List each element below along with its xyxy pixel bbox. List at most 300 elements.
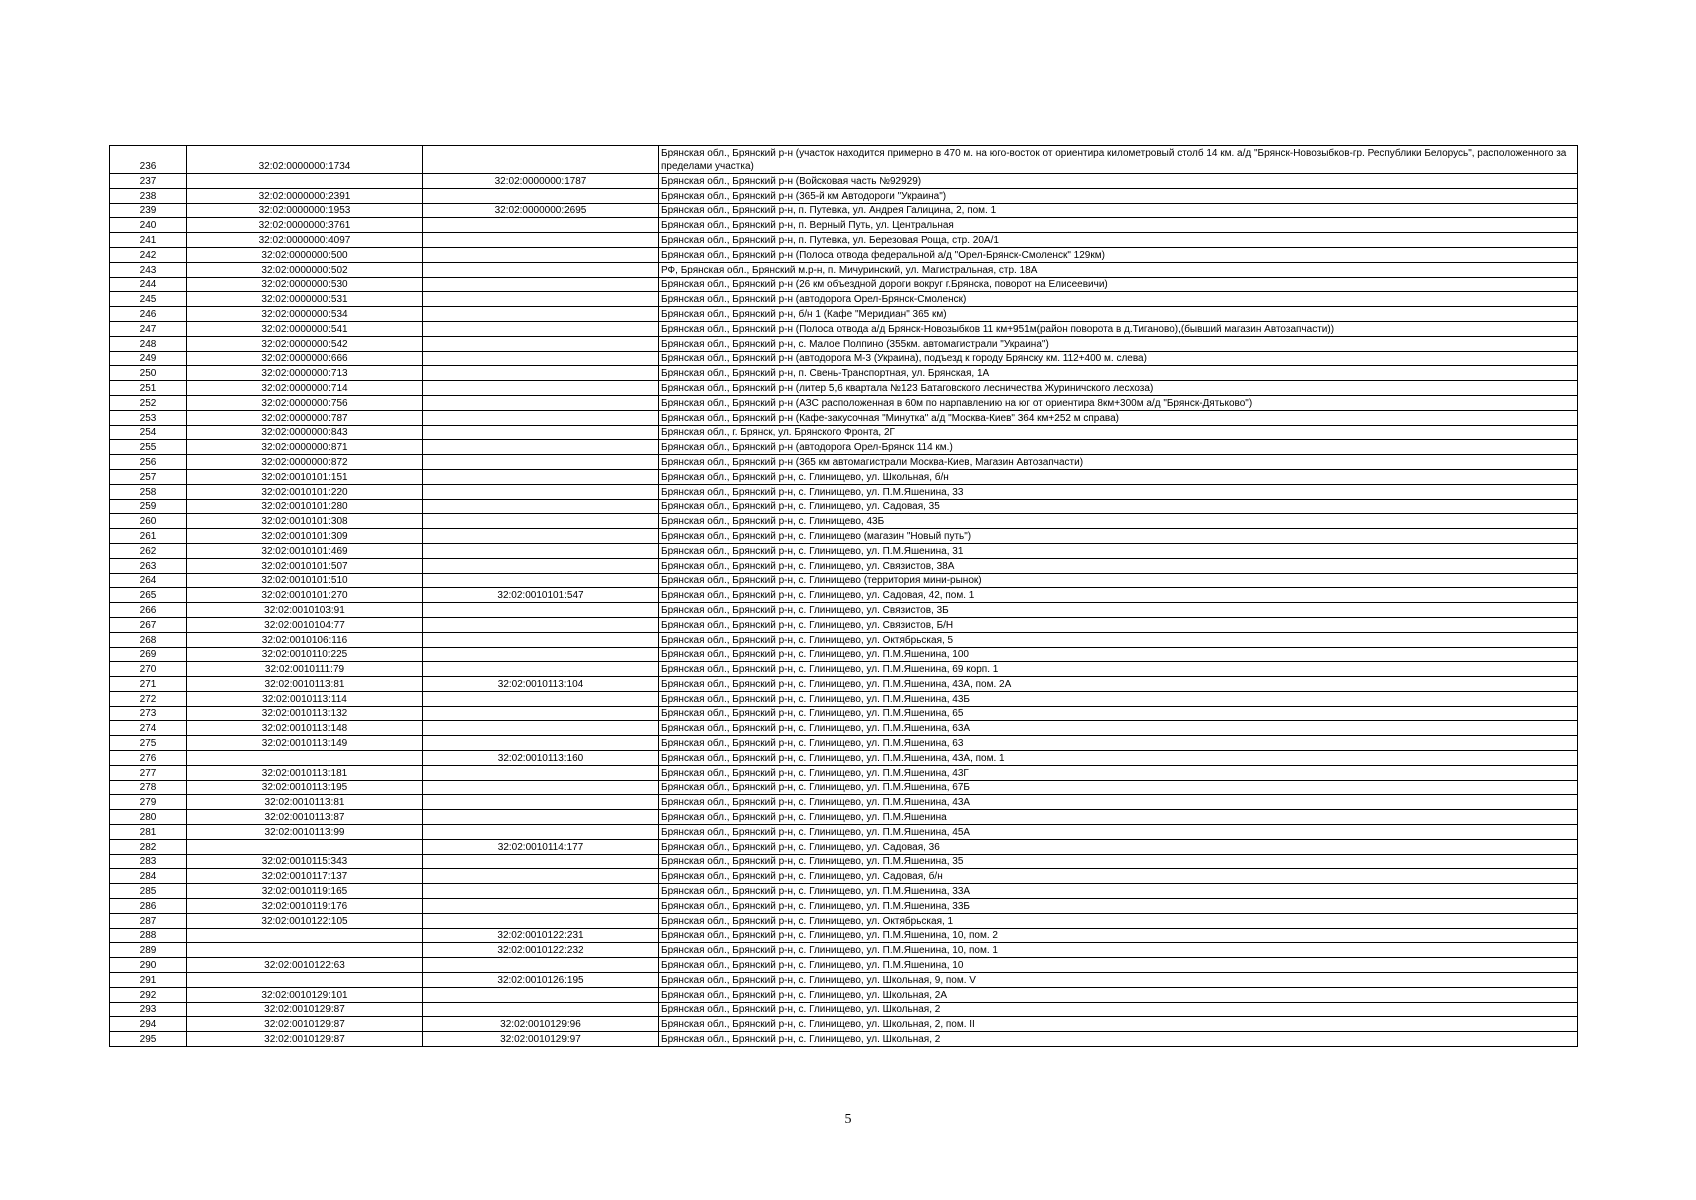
- address: Брянская обл., Брянский р-н, с. Глинищево, ул. П.М.Яшенина, 43А, пом. 2А: [659, 677, 1578, 692]
- cadastral-number: 32:02:0000000:542: [187, 336, 423, 351]
- address: Брянская обл., Брянский р-н, п. Путевка, ул. Андрея Галицина, 2, пом. 1: [659, 203, 1578, 218]
- cadastral-number: 32:02:0010111:79: [187, 662, 423, 677]
- row-number: 248: [110, 336, 187, 351]
- row-number: 249: [110, 351, 187, 366]
- row-number: 265: [110, 588, 187, 603]
- row-number: 287: [110, 913, 187, 928]
- table-row: [110, 366, 1578, 381]
- row-number: 256: [110, 455, 187, 470]
- row-number: 240: [110, 218, 187, 233]
- cadastral-number: 32:02:0010129:101: [187, 987, 423, 1002]
- cadastral-number: 32:02:0000000:1953: [187, 203, 423, 218]
- related-cadastral-number: [423, 765, 659, 780]
- row-number: 261: [110, 529, 187, 544]
- related-cadastral-number: [423, 146, 659, 174]
- address: Брянская обл., Брянский р-н (365-й км Автодороги "Украина"): [659, 188, 1578, 203]
- row-number: 286: [110, 899, 187, 914]
- address: Брянская обл., Брянский р-н, с. Глинищево, ул. Связистов, 3Б: [659, 603, 1578, 618]
- cadastral-number: 32:02:0010113:181: [187, 765, 423, 780]
- row-number: 239: [110, 203, 187, 218]
- address: Брянская обл., Брянский р-н (Кафе-закусочная "Минутка" а/д "Москва-Киев" 364 км+252 м справа): [659, 410, 1578, 425]
- table-row: [110, 514, 1578, 529]
- row-number: 293: [110, 1002, 187, 1017]
- cadastral-number: [187, 174, 423, 189]
- related-cadastral-number: [423, 958, 659, 973]
- cadastral-number: 32:02:0000000:872: [187, 455, 423, 470]
- table-row: [110, 1002, 1578, 1017]
- table-row: [110, 943, 1578, 958]
- address: Брянская обл., Брянский р-н, с. Глинищево, ул. Школьная, б/н: [659, 469, 1578, 484]
- row-number: 251: [110, 381, 187, 396]
- cadastral-number: 32:02:0010110:225: [187, 647, 423, 662]
- row-number: 283: [110, 854, 187, 869]
- row-number: 244: [110, 277, 187, 292]
- table-row: [110, 247, 1578, 262]
- cadastral-number: 32:02:0000000:541: [187, 321, 423, 336]
- cadastral-number: 32:02:0000000:666: [187, 351, 423, 366]
- address: Брянская обл., Брянский р-н (автодорога М-3 (Украина), подъезд к городу Брянску км. 112+400 м. слева): [659, 351, 1578, 366]
- address: Брянская обл., Брянский р-н (Полоса отвода а/д Брянск-Новозыбков 11 км+951м(район поворота в д.Тиганово),(бывший магазин Автозапчасти)): [659, 321, 1578, 336]
- cadastral-number: 32:02:0010115:343: [187, 854, 423, 869]
- row-number: 247: [110, 321, 187, 336]
- cadastral-number: 32:02:0010113:114: [187, 691, 423, 706]
- address: Брянская обл., Брянский р-н, с. Глинищево, 43Б: [659, 514, 1578, 529]
- row-number: 241: [110, 233, 187, 248]
- table-row: [110, 203, 1578, 218]
- cadastral-number: 32:02:0010119:165: [187, 884, 423, 899]
- related-cadastral-number: [423, 884, 659, 899]
- table-row: [110, 233, 1578, 248]
- related-cadastral-number: [423, 913, 659, 928]
- cadastral-number: 32:02:0010113:81: [187, 795, 423, 810]
- related-cadastral-number: [423, 188, 659, 203]
- row-number: 267: [110, 617, 187, 632]
- row-number: 274: [110, 721, 187, 736]
- cadastral-number: 32:02:0000000:843: [187, 425, 423, 440]
- cadastral-number: 32:02:0010103:91: [187, 603, 423, 618]
- row-number: 295: [110, 1032, 187, 1047]
- related-cadastral-number: [423, 440, 659, 455]
- row-number: 238: [110, 188, 187, 203]
- row-number: 284: [110, 869, 187, 884]
- table-row: [110, 795, 1578, 810]
- table-row: [110, 558, 1578, 573]
- cadastral-number: 32:02:0010104:77: [187, 617, 423, 632]
- row-number: 254: [110, 425, 187, 440]
- table-row: [110, 928, 1578, 943]
- row-number: 270: [110, 662, 187, 677]
- row-number: 290: [110, 958, 187, 973]
- related-cadastral-number: [423, 366, 659, 381]
- related-cadastral-number: 32:02:0000000:1787: [423, 174, 659, 189]
- page-number: 5: [844, 1112, 852, 1127]
- address: Брянская обл., Брянский р-н, с. Глинищево, ул. П.М.Яшенина, 10: [659, 958, 1578, 973]
- related-cadastral-number: 32:02:0010113:160: [423, 751, 659, 766]
- address: Брянская обл., Брянский р-н, с. Глинищево, ул. П.М.Яшенина, 33А: [659, 884, 1578, 899]
- related-cadastral-number: [423, 425, 659, 440]
- cadastral-number: [187, 973, 423, 988]
- cadastral-number: 32:02:0010113:99: [187, 825, 423, 840]
- related-cadastral-number: [423, 381, 659, 396]
- cadastral-number: 32:02:0000000:2391: [187, 188, 423, 203]
- table-row: [110, 869, 1578, 884]
- row-number: 243: [110, 262, 187, 277]
- row-number: 291: [110, 973, 187, 988]
- table-row: [110, 647, 1578, 662]
- related-cadastral-number: [423, 395, 659, 410]
- row-number: 263: [110, 558, 187, 573]
- cadastral-number: 32:02:0010101:270: [187, 588, 423, 603]
- related-cadastral-number: [423, 721, 659, 736]
- table-row: [110, 174, 1578, 189]
- address: Брянская обл., Брянский р-н, с. Глинищево, ул. Школьная, 9, пом. V: [659, 973, 1578, 988]
- table-row: [110, 987, 1578, 1002]
- row-number: 275: [110, 736, 187, 751]
- address: Брянская обл., Брянский р-н, с. Глинищево, ул. П.М.Яшенина, 65: [659, 706, 1578, 721]
- related-cadastral-number: [423, 307, 659, 322]
- related-cadastral-number: [423, 499, 659, 514]
- row-number: 259: [110, 499, 187, 514]
- row-number: 262: [110, 543, 187, 558]
- address: Брянская обл., Брянский р-н, с. Глинищево, ул. Октябрьская, 1: [659, 913, 1578, 928]
- cadastral-number: 32:02:0000000:530: [187, 277, 423, 292]
- table-row: [110, 395, 1578, 410]
- related-cadastral-number: [423, 662, 659, 677]
- cadastral-number: [187, 751, 423, 766]
- related-cadastral-number: [423, 484, 659, 499]
- address: Брянская обл., Брянский р-н, с. Глинищево, ул. П.М.Яшенина, 31: [659, 543, 1578, 558]
- related-cadastral-number: 32:02:0010122:232: [423, 943, 659, 958]
- row-number: 282: [110, 839, 187, 854]
- related-cadastral-number: [423, 632, 659, 647]
- row-number: 252: [110, 395, 187, 410]
- cadastral-number: 32:02:0010129:87: [187, 1017, 423, 1032]
- table-row: [110, 721, 1578, 736]
- address: Брянская обл., Брянский р-н, с. Глинищево, ул. П.М.Яшенина, 63: [659, 736, 1578, 751]
- cadastral-number: 32:02:0010113:195: [187, 780, 423, 795]
- row-number: 242: [110, 247, 187, 262]
- row-number: 271: [110, 677, 187, 692]
- address: РФ, Брянская обл., Брянский м.р-н, п. Мичуринский, ул. Магистральная, стр. 18А: [659, 262, 1578, 277]
- address: Брянская обл., Брянский р-н (Войсковая часть №92929): [659, 174, 1578, 189]
- cadastral-number: 32:02:0000000:756: [187, 395, 423, 410]
- address: Брянская обл., Брянский р-н, с. Глинищево, ул. П.М.Яшенина, 35: [659, 854, 1578, 869]
- row-number: 294: [110, 1017, 187, 1032]
- related-cadastral-number: [423, 573, 659, 588]
- table-row: [110, 1032, 1578, 1047]
- related-cadastral-number: 32:02:0010129:96: [423, 1017, 659, 1032]
- row-number: 257: [110, 469, 187, 484]
- row-number: 273: [110, 706, 187, 721]
- table-row: [110, 780, 1578, 795]
- table-row: [110, 1017, 1578, 1032]
- table-row: [110, 913, 1578, 928]
- address: Брянская обл., Брянский р-н, с. Глинищево, ул. Садовая, 42, пом. 1: [659, 588, 1578, 603]
- cadastral-number: 32:02:0010101:469: [187, 543, 423, 558]
- address: Брянская обл., Брянский р-н, с. Глинищево, ул. Садовая, 36: [659, 839, 1578, 854]
- address: Брянская обл., Брянский р-н, с. Глинищево, ул. П.М.Яшенина, 43Г: [659, 765, 1578, 780]
- cadastral-number: 32:02:0010117:137: [187, 869, 423, 884]
- row-number: 245: [110, 292, 187, 307]
- row-number: 253: [110, 410, 187, 425]
- address: Брянская обл., Брянский р-н, п. Путевка, ул. Березовая Роща, стр. 20А/1: [659, 233, 1578, 248]
- cadastral-number: 32:02:0000000:500: [187, 247, 423, 262]
- address: Брянская обл., Брянский р-н, с. Глинищево, ул. Октябрьская, 5: [659, 632, 1578, 647]
- address: Брянская обл., Брянский р-н, с. Глинищево, ул. Школьная, 2, пом. II: [659, 1017, 1578, 1032]
- row-number: 268: [110, 632, 187, 647]
- related-cadastral-number: 32:02:0010101:547: [423, 588, 659, 603]
- address: Брянская обл., Брянский р-н, п. Верный Путь, ул. Центральная: [659, 218, 1578, 233]
- row-number: 281: [110, 825, 187, 840]
- cadastral-number: 32:02:0010113:81: [187, 677, 423, 692]
- table-row: [110, 973, 1578, 988]
- related-cadastral-number: [423, 233, 659, 248]
- table-row: [110, 336, 1578, 351]
- address: Брянская обл., Брянский р-н, с. Глинищево (территория мини-рынок): [659, 573, 1578, 588]
- table-body: [110, 146, 1578, 1047]
- address: Брянская обл., Брянский р-н (Полоса отвода федеральной а/д "Орел-Брянск-Смоленск" 129км): [659, 247, 1578, 262]
- related-cadastral-number: [423, 1002, 659, 1017]
- related-cadastral-number: [423, 647, 659, 662]
- table-row: [110, 751, 1578, 766]
- related-cadastral-number: 32:02:0010114:177: [423, 839, 659, 854]
- related-cadastral-number: [423, 514, 659, 529]
- table-row: [110, 677, 1578, 692]
- address: Брянская обл., Брянский р-н (автодорога Орел-Брянск-Смоленск): [659, 292, 1578, 307]
- cadastral-number: 32:02:0010106:116: [187, 632, 423, 647]
- table-row: [110, 381, 1578, 396]
- related-cadastral-number: [423, 292, 659, 307]
- table-row: [110, 351, 1578, 366]
- cadastral-number: 32:02:0010101:280: [187, 499, 423, 514]
- table-row: [110, 410, 1578, 425]
- table-row: [110, 499, 1578, 514]
- table-row: [110, 307, 1578, 322]
- related-cadastral-number: [423, 691, 659, 706]
- address: Брянская обл., Брянский р-н, с. Глинищево, ул. Школьная, 2: [659, 1032, 1578, 1047]
- related-cadastral-number: [423, 410, 659, 425]
- related-cadastral-number: [423, 706, 659, 721]
- related-cadastral-number: [423, 351, 659, 366]
- cadastral-number: 32:02:0000000:871: [187, 440, 423, 455]
- row-number: 266: [110, 603, 187, 618]
- related-cadastral-number: [423, 455, 659, 470]
- table-row: [110, 543, 1578, 558]
- table-row: [110, 854, 1578, 869]
- related-cadastral-number: [423, 987, 659, 1002]
- cadastral-number: 32:02:0000000:502: [187, 262, 423, 277]
- row-number: 269: [110, 647, 187, 662]
- address: Брянская обл., Брянский р-н, с. Глинищево, ул. Садовая, б/н: [659, 869, 1578, 884]
- address: Брянская обл., Брянский р-н, с. Глинищево, ул. П.М.Яшенина, 63А: [659, 721, 1578, 736]
- table-row: [110, 277, 1578, 292]
- cadastral-number: 32:02:0000000:713: [187, 366, 423, 381]
- address: Брянская обл., Брянский р-н, с. Глинищево, ул. П.М.Яшенина, 45А: [659, 825, 1578, 840]
- cadastral-number: 32:02:0000000:1734: [187, 146, 423, 174]
- related-cadastral-number: [423, 854, 659, 869]
- related-cadastral-number: [423, 825, 659, 840]
- row-number: 255: [110, 440, 187, 455]
- related-cadastral-number: [423, 780, 659, 795]
- table-row: [110, 617, 1578, 632]
- cadastral-number: 32:02:0000000:714: [187, 381, 423, 396]
- address: Брянская обл., Брянский р-н, с. Глинищево, ул. Школьная, 2А: [659, 987, 1578, 1002]
- cadastral-number: 32:02:0000000:531: [187, 292, 423, 307]
- address: Брянская обл., Брянский р-н, п. Свень-Транспортная, ул. Брянская, 1А: [659, 366, 1578, 381]
- cadastral-number: 32:02:0010101:151: [187, 469, 423, 484]
- table-row: [110, 146, 1578, 174]
- row-number: 276: [110, 751, 187, 766]
- row-number: 278: [110, 780, 187, 795]
- row-number: 264: [110, 573, 187, 588]
- address: Брянская обл., Брянский р-н, с. Глинищево, ул. П.М.Яшенина, 33Б: [659, 899, 1578, 914]
- row-number: 237: [110, 174, 187, 189]
- related-cadastral-number: [423, 336, 659, 351]
- table-row: [110, 765, 1578, 780]
- address: Брянская обл., Брянский р-н, с. Глинищево, ул. Школьная, 2: [659, 1002, 1578, 1017]
- row-number: 288: [110, 928, 187, 943]
- row-number: 246: [110, 307, 187, 322]
- table-row: [110, 706, 1578, 721]
- row-number: 236: [110, 146, 187, 174]
- row-number: 258: [110, 484, 187, 499]
- related-cadastral-number: [423, 617, 659, 632]
- address: Брянская обл., Брянский р-н, с. Глинищево, ул. П.М.Яшенина, 67Б: [659, 780, 1578, 795]
- row-number: 289: [110, 943, 187, 958]
- cadastral-number: 32:02:0010129:87: [187, 1002, 423, 1017]
- cadastral-number: 32:02:0010101:507: [187, 558, 423, 573]
- table-row: [110, 958, 1578, 973]
- related-cadastral-number: [423, 469, 659, 484]
- table-row: [110, 529, 1578, 544]
- cadastral-number: 32:02:0010113:87: [187, 810, 423, 825]
- related-cadastral-number: 32:02:0000000:2695: [423, 203, 659, 218]
- address: Брянская обл., Брянский р-н, с. Глинищево, ул. Связистов, 38А: [659, 558, 1578, 573]
- row-number: 285: [110, 884, 187, 899]
- address: Брянская обл., Брянский р-н (26 км объездной дороги вокруг г.Брянска, поворот на Елисеевичи): [659, 277, 1578, 292]
- related-cadastral-number: [423, 558, 659, 573]
- table-row: [110, 292, 1578, 307]
- cadastral-number: 32:02:0010101:308: [187, 514, 423, 529]
- cadastral-number: [187, 928, 423, 943]
- related-cadastral-number: [423, 247, 659, 262]
- row-number: 292: [110, 987, 187, 1002]
- table-row: [110, 810, 1578, 825]
- related-cadastral-number: [423, 262, 659, 277]
- address: Брянская обл., Брянский р-н, с. Глинищево, ул. Связистов, Б/Н: [659, 617, 1578, 632]
- related-cadastral-number: 32:02:0010122:231: [423, 928, 659, 943]
- related-cadastral-number: [423, 795, 659, 810]
- related-cadastral-number: 32:02:0010126:195: [423, 973, 659, 988]
- table-row: [110, 884, 1578, 899]
- address: Брянская обл., Брянский р-н, с. Глинищево, ул. П.М.Яшенина: [659, 810, 1578, 825]
- row-number: 260: [110, 514, 187, 529]
- table-row: [110, 736, 1578, 751]
- table-row: [110, 469, 1578, 484]
- related-cadastral-number: [423, 810, 659, 825]
- row-number: 279: [110, 795, 187, 810]
- table-row: [110, 321, 1578, 336]
- table-row: [110, 588, 1578, 603]
- address: Брянская обл., Брянский р-н (АЗС расположенная в 60м по нарпавлению на юг от ориентира 8км+300м а/д "Брянск-Дятьково"): [659, 395, 1578, 410]
- row-number: 272: [110, 691, 187, 706]
- property-registry-table: [109, 145, 1578, 1047]
- cadastral-number: 32:02:0010119:176: [187, 899, 423, 914]
- address: Брянская обл., Брянский р-н (автодорога Орел-Брянск 114 км.): [659, 440, 1578, 455]
- table-row: [110, 839, 1578, 854]
- address: Брянская обл., Брянский р-н, с. Малое Полпино (355км. автомагистрали "Украина"): [659, 336, 1578, 351]
- cadastral-number: 32:02:0010122:63: [187, 958, 423, 973]
- related-cadastral-number: [423, 869, 659, 884]
- cadastral-number: [187, 943, 423, 958]
- address: Брянская обл., Брянский р-н, б/н 1 (Кафе "Меридиан" 365 км): [659, 307, 1578, 322]
- address: Брянская обл., Брянский р-н, с. Глинищево, ул. П.М.Яшенина, 33: [659, 484, 1578, 499]
- cadastral-number: 32:02:0010101:309: [187, 529, 423, 544]
- table-row: [110, 691, 1578, 706]
- address: Брянская обл., г. Брянск, ул. Брянского Фронта, 2Г: [659, 425, 1578, 440]
- cadastral-number: 32:02:0010101:220: [187, 484, 423, 499]
- table-row: [110, 899, 1578, 914]
- related-cadastral-number: 32:02:0010129:97: [423, 1032, 659, 1047]
- cadastral-number: 32:02:0000000:787: [187, 410, 423, 425]
- address: Брянская обл., Брянский р-н (литер 5,6 квартала №123 Батаговского лесничества Журиничского лесхоза): [659, 381, 1578, 396]
- cadastral-number: 32:02:0000000:534: [187, 307, 423, 322]
- table-row: [110, 262, 1578, 277]
- table-row: [110, 455, 1578, 470]
- row-number: 250: [110, 366, 187, 381]
- related-cadastral-number: [423, 529, 659, 544]
- related-cadastral-number: 32:02:0010113:104: [423, 677, 659, 692]
- table-row: [110, 573, 1578, 588]
- address: Брянская обл., Брянский р-н, с. Глинищево, ул. П.М.Яшенина, 100: [659, 647, 1578, 662]
- cadastral-number: 32:02:0000000:3761: [187, 218, 423, 233]
- address: Брянская обл., Брянский р-н, с. Глинищево, ул. П.М.Яшенина, 43Б: [659, 691, 1578, 706]
- address: Брянская обл., Брянский р-н, с. Глинищево, ул. Садовая, 35: [659, 499, 1578, 514]
- cadastral-number: 32:02:0010113:148: [187, 721, 423, 736]
- related-cadastral-number: [423, 218, 659, 233]
- address: Брянская обл., Брянский р-н, с. Глинищево, ул. П.М.Яшенина, 69 корп. 1: [659, 662, 1578, 677]
- cadastral-number: 32:02:0010113:132: [187, 706, 423, 721]
- row-number: 277: [110, 765, 187, 780]
- table-row: [110, 825, 1578, 840]
- related-cadastral-number: [423, 543, 659, 558]
- table-row: [110, 440, 1578, 455]
- cadastral-number: 32:02:0010101:510: [187, 573, 423, 588]
- table-row: [110, 484, 1578, 499]
- address: Брянская обл., Брянский р-н, с. Глинищево, ул. П.М.Яшенина, 43А, пом. 1: [659, 751, 1578, 766]
- address: Брянская обл., Брянский р-н, с. Глинищево, ул. П.М.Яшенина, 43А: [659, 795, 1578, 810]
- table-row: [110, 188, 1578, 203]
- cadastral-number: [187, 839, 423, 854]
- address: Брянская обл., Брянский р-н, с. Глинищево, ул. П.М.Яшенина, 10, пом. 1: [659, 943, 1578, 958]
- cadastral-number: 32:02:0010122:105: [187, 913, 423, 928]
- related-cadastral-number: [423, 321, 659, 336]
- cadastral-number: 32:02:0010113:149: [187, 736, 423, 751]
- address: Брянская обл., Брянский р-н, с. Глинищево (магазин "Новый путь"): [659, 529, 1578, 544]
- table-row: [110, 425, 1578, 440]
- address: Брянская обл., Брянский р-н, с. Глинищево, ул. П.М.Яшенина, 10, пом. 2: [659, 928, 1578, 943]
- cadastral-number: 32:02:0010129:87: [187, 1032, 423, 1047]
- related-cadastral-number: [423, 277, 659, 292]
- address: Брянская обл., Брянский р-н (365 км автомагистрали Москва-Киев, Магазин Автозапчасти): [659, 455, 1578, 470]
- table-row: [110, 218, 1578, 233]
- cadastral-number: 32:02:0000000:4097: [187, 233, 423, 248]
- address: Брянская обл., Брянский р-н (участок находится примерно в 470 м. на юго-восток от ориентира километровый столб 14 км. а/д "Брянск-Новозыбков-гр. Республики Белорусь", расположенного за пределами участка): [659, 146, 1578, 174]
- table-row: [110, 603, 1578, 618]
- related-cadastral-number: [423, 736, 659, 751]
- row-number: 280: [110, 810, 187, 825]
- related-cadastral-number: [423, 899, 659, 914]
